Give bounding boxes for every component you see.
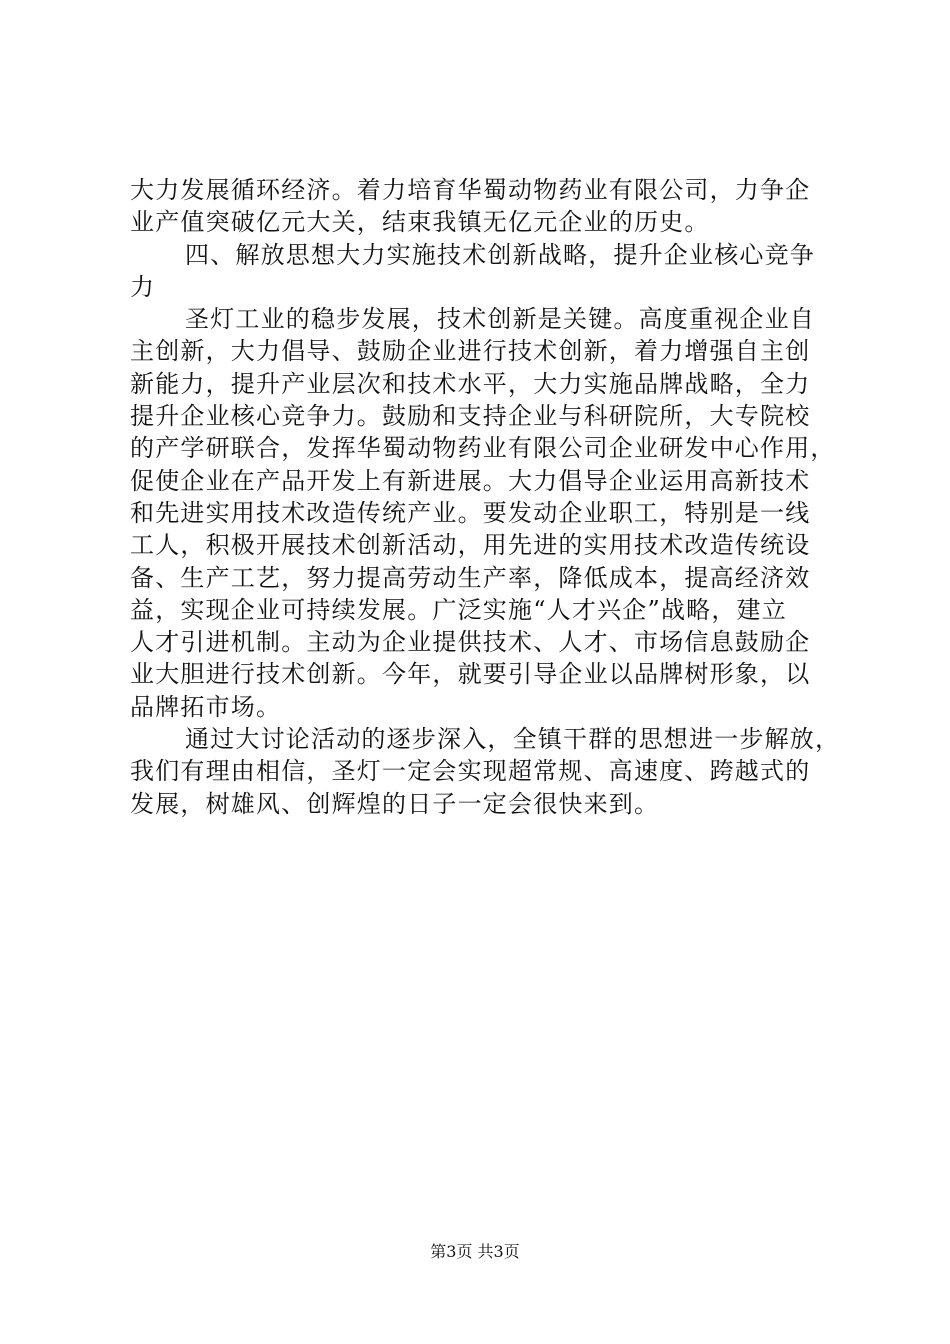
body-text-line: 品牌拓市场。 [130, 692, 282, 721]
body-text-line: 促使企业在产品开发上有新进展。大力倡导企业运用高新技术 [130, 466, 811, 495]
body-text-line: 通过大讨论活动的逐步深入，全镇干群的思想进一步解放， [185, 725, 841, 754]
body-text-line: 备、生产工艺，努力提高劳动生产率，降低成本，提高经济效 [130, 563, 811, 592]
body-text-line: 益，实现企业可持续发展。广泛实施“人才兴企”战略，建立 [130, 595, 787, 624]
body-text-line: 的产学研联合，发挥华蜀动物药业有限公司企业研发中心作用， [130, 434, 836, 463]
body-text-line: 大力发展循环经济。着力培育华蜀动物药业有限公司，力争企 [130, 176, 811, 204]
document-body [130, 174, 841, 820]
body-text-line: 发展，树雄风、创辉煌的日子一定会很快来到。 [130, 789, 660, 818]
body-text-line: 业产值突破亿元大关，结束我镇无亿元企业的历史。 [130, 208, 710, 237]
body-text-line: 我们有理由相信，圣灯一定会实现超常规、高速度、跨越式的 [130, 757, 811, 786]
body-text-line: 新能力，提升产业层次和技术水平，大力实施品牌战略，全力 [130, 369, 811, 398]
body-text-line: 圣灯工业的稳步发展，技术创新是关键。高度重视企业自 [185, 305, 815, 334]
body-text-line: 业大胆进行技术创新。今年，就要引导企业以品牌树形象，以 [130, 660, 811, 689]
section-heading-line: 力 [130, 272, 156, 301]
page-footer: 第3页 共3页 [430, 1242, 520, 1261]
body-text-line: 主创新，大力倡导、鼓励企业进行技术创新，着力增强自主创 [130, 337, 811, 366]
body-text-line: 人才引进机制。主动为企业提供技术、人才、市场信息鼓励企 [130, 628, 811, 657]
body-text-line: 和先进实用技术改造传统产业。要发动企业职工，特别是一线 [130, 498, 811, 527]
body-text-line: 工人，积极开展技术创新活动，用先进的实用技术改造传统设 [130, 531, 811, 560]
body-text-line: 提升企业核心竞争力。鼓励和支持企业与科研院所，大专院校 [130, 402, 811, 431]
section-heading-line: 四、解放思想大力实施技术创新战略，提升企业核心竞争 [185, 240, 815, 269]
